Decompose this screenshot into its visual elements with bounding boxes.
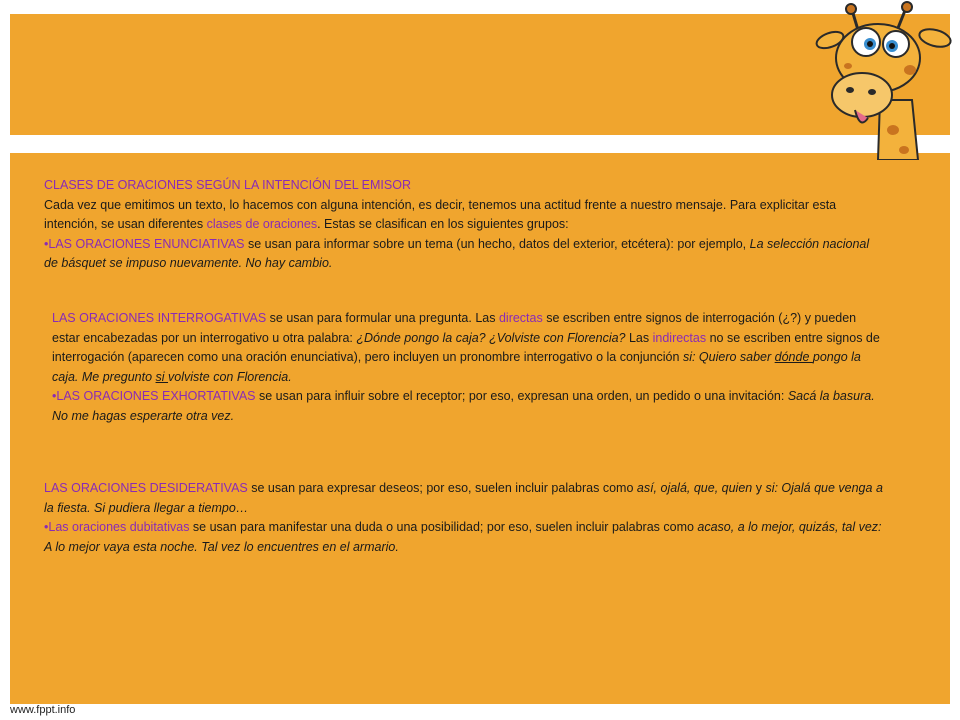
interrogativas-block	[52, 309, 882, 426]
section-title: CLASES DE ORACIONES SEGÚN LA INTENCIÓN DEL EMISOR	[44, 178, 411, 192]
desiderativas-text: se usan para expresar deseos; por eso, suelen incluir palabras como	[247, 481, 637, 495]
exhortativas-text: se usan para influir sobre el receptor; por eso, expresan una orden, un pedido o una invitación:	[255, 389, 788, 403]
dubitativas-example: acaso, a lo mejor, quizás, tal vez: A lo mejor vaya esta noche. Tal vez lo encuentres en el armario.	[44, 520, 882, 554]
desiderativas-example: si: Ojalá que venga a la fiesta. Si pudiera llegar a tiempo…	[44, 481, 883, 515]
interrogativas-text: Las	[625, 330, 653, 345]
desiderativas-block	[44, 479, 884, 557]
interrogativas-example: ¿Dónde pongo la caja? ¿Volviste con Florencia?	[356, 330, 626, 345]
footer-brand[interactable]: www.fppt.info	[10, 704, 76, 716]
indirectas-highlight: indirectas	[652, 330, 707, 345]
bullet: •	[52, 389, 57, 403]
interrogativas-text: no se escriben entre signos de interrogación (aparecen como una oración enunciativa), pero incluyen un pronombre interrogativo o la conjunción	[52, 330, 880, 364]
interrogativas-label: LAS ORACIONES INTERROGATIVAS	[52, 311, 267, 325]
intro-block	[44, 176, 884, 274]
bullet: •	[44, 520, 49, 534]
intro-text-end: . Estas se clasifican en los siguientes grupos:	[317, 217, 569, 231]
interrogativas-text: se escriben entre signos de interrogación (¿?) y pueden estar encabezadas por un interrogativo u otra palabra:	[52, 311, 857, 345]
bullet: •	[44, 236, 49, 251]
enunciativas-label: LAS ORACIONES ENUNCIATIVAS	[48, 236, 245, 251]
exhortativas-example: Sacá la basura. No me hagas esperarte otra vez.	[52, 389, 875, 423]
interrogativas-example: si	[155, 369, 169, 384]
intro-highlight: clases de oraciones	[206, 217, 318, 231]
dubitativas-label: Las oraciones dubitativas	[48, 520, 190, 534]
enunciativas-example: La selección nacional de básquet se impuso nuevamente. No hay cambio.	[44, 236, 870, 270]
giraffe-icon	[800, 0, 960, 160]
dubitativas-text: se usan para manifestar una duda o una posibilidad; por eso, suelen incluir palabras como	[189, 520, 698, 534]
desiderativas-label: LAS ORACIONES DESIDERATIVAS	[44, 481, 248, 495]
interrogativas-text: se usan para formular una pregunta. Las	[266, 311, 499, 325]
enunciativas-text: se usan para informar sobre un tema (un hecho, datos del exterior, etcétera): por ejemplo,	[244, 236, 750, 251]
desiderativas-words: así, ojalá, que, quien	[636, 481, 753, 495]
directas-highlight: directas	[498, 311, 543, 325]
exhortativas-label: LAS ORACIONES EXHORTATIVAS	[56, 389, 256, 403]
interrogativas-example: volviste con Florencia.	[168, 369, 292, 384]
interrogativas-example: si: Quiero saber	[682, 350, 775, 364]
intro-text: Cada vez que emitimos un texto, lo hacemos con alguna intención, es decir, tenemos una actitud frente a nuestro mensaje. Para explicitar esta intención, se usan diferentes	[44, 197, 837, 231]
desiderativas-text: y	[752, 481, 766, 495]
interrogativas-example: pongo la caja. Me pregunto	[52, 350, 861, 384]
interrogativas-example: dónde	[774, 350, 813, 364]
